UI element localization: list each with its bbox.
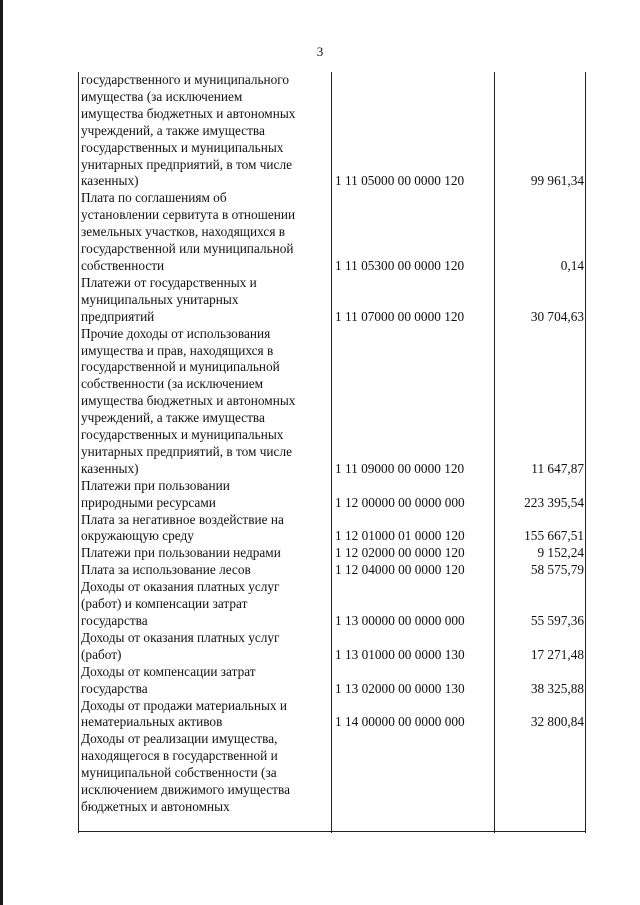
- revenue-name-line: находящегося в государственной и: [81, 748, 278, 764]
- amount: 30 704,63: [530, 308, 584, 324]
- revenue-name: [78, 478, 329, 512]
- amount: 11 647,87: [531, 460, 584, 476]
- budget-code: 1 12 01000 01 0000 120: [335, 528, 465, 544]
- revenue-name-line: Доходы от оказания платных услуг: [81, 629, 280, 645]
- amount: 58 575,79: [530, 562, 584, 578]
- revenue-name-line: унитарных предприятий, в том числе: [81, 443, 292, 459]
- revenue-name-line: Прочие доходы от использования: [81, 325, 271, 341]
- revenue-name-line: Доходы от компенсации затрат: [81, 663, 256, 679]
- table-row: [78, 190, 586, 275]
- revenue-name-line: нематериальных активов: [81, 714, 223, 730]
- table-row: [78, 562, 586, 579]
- revenue-name-line: государства: [81, 613, 148, 628]
- table-body: [78, 72, 586, 816]
- revenue-name-line: казенных): [81, 460, 139, 476]
- revenue-table: [78, 72, 586, 833]
- amount: 17 271,48: [530, 646, 584, 662]
- budget-code: 1 11 05000 00 0000 120: [335, 173, 465, 189]
- revenue-name-line: Платежи при пользовании: [81, 477, 230, 493]
- revenue-name-line: Платежи от государственных и: [81, 274, 257, 290]
- amount: 99 961,34: [530, 173, 584, 189]
- revenue-name: [78, 562, 329, 579]
- amount: 32 800,84: [530, 714, 584, 730]
- budget-code: 1 12 04000 00 0000 120: [335, 562, 465, 578]
- amount: 223 395,54: [524, 494, 584, 510]
- page-number: 3: [316, 44, 324, 59]
- table-row: [78, 630, 586, 664]
- amount: 9 152,24: [537, 545, 584, 561]
- revenue-name-line: окружающую среду: [81, 528, 194, 544]
- amount: 155 667,51: [524, 528, 584, 544]
- revenue-name-line: государственного и муниципального: [81, 72, 290, 87]
- budget-code: 1 11 05300 00 0000 120: [335, 257, 465, 273]
- revenue-name: [78, 190, 329, 275]
- revenue-name-line: природными ресурсами: [81, 494, 216, 510]
- table-row: [78, 72, 586, 190]
- revenue-name-line: учреждений, а также имущества: [81, 122, 265, 138]
- revenue-name-line: унитарных предприятий, в том числе: [81, 156, 292, 172]
- revenue-name-line: Платежи при пользовании недрами: [81, 545, 281, 561]
- revenue-name: [78, 731, 329, 816]
- revenue-name-line: казенных): [81, 173, 139, 189]
- budget-code: 1 13 02000 00 0000 130: [335, 680, 465, 696]
- revenue-name-line: бюджетных и автономных: [81, 798, 230, 814]
- revenue-name-line: (работ) и компенсации затрат: [81, 596, 248, 612]
- revenue-name-line: Плата за негативное воздействие на: [81, 511, 284, 527]
- revenue-name: [78, 630, 329, 664]
- revenue-name: [78, 698, 329, 732]
- table-row: [78, 326, 586, 478]
- revenue-name: [78, 72, 329, 190]
- revenue-name-line: муниципальной собственности (за: [81, 765, 277, 781]
- revenue-name-line: учреждений, а также имущества: [81, 410, 265, 426]
- table-row: [78, 545, 586, 562]
- revenue-name-line: имущества (за исключением: [81, 88, 243, 104]
- budget-code: 1 11 07000 00 0000 120: [335, 308, 465, 324]
- budget-code: 1 12 00000 00 0000 000: [335, 494, 465, 510]
- revenue-name-line: Доходы от оказания платных услуг: [81, 579, 280, 595]
- revenue-name-line: Доходы от реализации имущества,: [81, 731, 278, 747]
- revenue-name-line: собственности: [81, 257, 165, 273]
- budget-code: 1 12 02000 00 0000 120: [335, 545, 465, 561]
- revenue-name-line: Плата за использование лесов: [81, 562, 251, 578]
- revenue-name-line: (работ): [81, 646, 122, 662]
- revenue-name: [78, 275, 329, 326]
- table-row: [78, 664, 586, 698]
- revenue-name: [78, 545, 329, 562]
- revenue-name-line: установлении сервитута в отношении: [81, 207, 296, 223]
- revenue-name: [78, 326, 329, 478]
- table-row: [78, 512, 586, 546]
- revenue-name: [78, 512, 329, 546]
- revenue-name-line: исключением движимого имущества: [81, 782, 290, 798]
- revenue-name-line: имущества бюджетных и автономных: [81, 393, 296, 409]
- table-row: [78, 698, 586, 732]
- revenue-name-line: государственных и муниципальных: [81, 139, 284, 155]
- table-row: [78, 478, 586, 512]
- budget-code: 1 13 01000 00 0000 130: [335, 646, 465, 662]
- revenue-name-line: предприятий: [81, 308, 155, 324]
- revenue-name: [78, 579, 329, 630]
- scan-edge: [0, 0, 3, 905]
- revenue-name-line: муниципальных унитарных: [81, 291, 239, 307]
- table-row: [78, 579, 586, 630]
- amount: 38 325,88: [530, 680, 584, 696]
- revenue-name-line: Плата по соглашениям об: [81, 190, 227, 206]
- budget-code: 1 14 00000 00 0000 000: [335, 714, 465, 730]
- revenue-name-line: земельных участков, находящихся в: [81, 224, 286, 240]
- revenue-name: [78, 664, 329, 698]
- table-row: [78, 275, 586, 326]
- revenue-name-line: государственной или муниципальной: [81, 241, 294, 257]
- table-border-bottom: [78, 831, 586, 832]
- budget-code: 1 13 00000 00 0000 000: [335, 613, 465, 628]
- revenue-name-line: государственной и муниципальной: [81, 359, 280, 375]
- revenue-name-line: государства: [81, 680, 148, 696]
- revenue-name-line: собственности (за исключением: [81, 376, 264, 392]
- revenue-name-line: имущества бюджетных и автономных: [81, 105, 296, 121]
- revenue-name-line: Доходы от продажи материальных и: [81, 697, 287, 713]
- table-row: [78, 731, 586, 816]
- revenue-name-line: имущества и прав, находящихся в: [81, 342, 274, 358]
- amount: 0,14: [560, 257, 584, 273]
- amount: 55 597,36: [530, 613, 584, 628]
- revenue-name-line: государственных и муниципальных: [81, 427, 284, 443]
- budget-code: 1 11 09000 00 0000 120: [335, 460, 465, 476]
